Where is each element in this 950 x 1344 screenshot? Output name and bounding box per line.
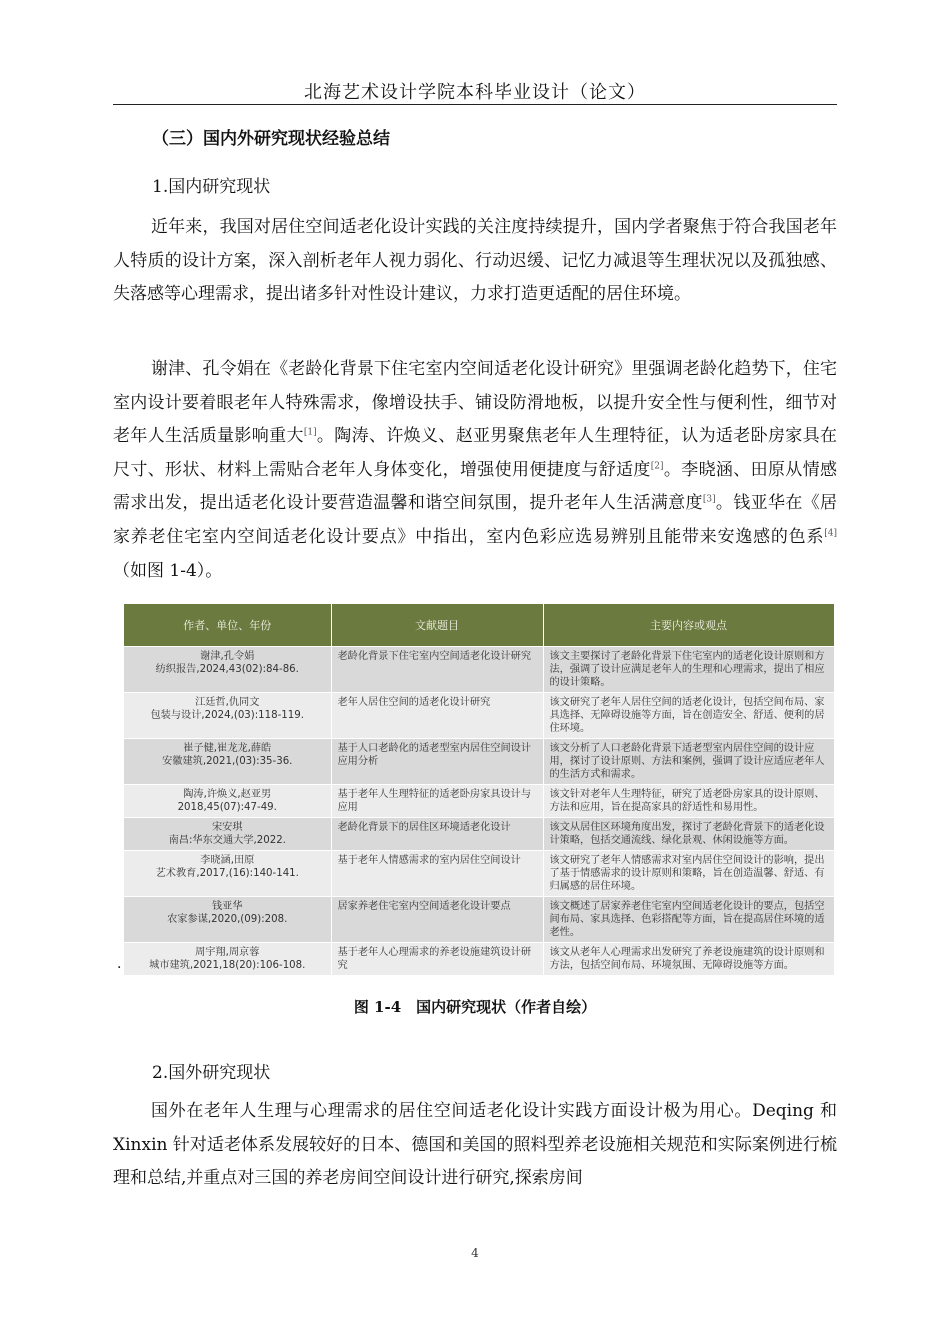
table-row xyxy=(124,647,834,693)
table-row xyxy=(124,739,834,785)
column-header-title: 文献题目 xyxy=(331,604,543,647)
table-row xyxy=(124,851,834,897)
cell-author-source: 城市建筑,2021,18(20):106-108. xyxy=(149,960,306,971)
table-row xyxy=(124,785,834,818)
header-title: 北海艺术设计学院本科毕业设计（论文） xyxy=(304,82,646,103)
cell-content: 该文研究了老年人居住空间的适老化设计，包括空间布局、家具选择、无障碍设施等方面，旨在创造安全、舒适、便利的居住环境。 xyxy=(543,693,834,739)
table-row xyxy=(124,943,834,976)
cell-content: 该文概述了居家养老住宅室内空间适老化设计的要点，包括空间布局、家具选择、色彩搭配等方面，旨在提高居住环境的适老性。 xyxy=(543,897,834,943)
domestic-paragraph-2 xyxy=(113,353,837,588)
cell-author xyxy=(124,647,331,693)
cell-author xyxy=(124,851,331,897)
cell-author-source: 安徽建筑,2021,(03):35-36. xyxy=(162,756,293,767)
foreign-heading: 2.国外研究现状 xyxy=(152,1063,271,1083)
cell-author-source: 南昌:华东交通大学,2022. xyxy=(168,835,286,846)
cell-author xyxy=(124,785,331,818)
cell-author xyxy=(124,897,331,943)
para2-text-c: 。李晓涵、田原从情感需求出发，提出适老化设计要营造温馨和谐空间氛围，提升老年人生活满意度 xyxy=(113,459,838,514)
para2-text-d: 。钱亚华在《居家养老住宅室内空间适老化设计要点》中指出，室内色彩应选易辨别且能带来安逸感的色系 xyxy=(113,493,838,547)
cell-title: 老龄化背景下的居住区环境适老化设计 xyxy=(331,818,543,851)
section-title: （三）国内外研究现状经验总结 xyxy=(152,129,390,149)
foreign-paragraph-1: 国外在老年人生理与心理需求的居住空间适老化设计实践方面设计极为用心。Deqing 和 Xinxin 针对适老体系发展较好的日本、德国和美国的照料型养老设施相关规范和实际案例进行梳理和总结,并重点对三国的养老房间空间设计进行研究,探索房间 xyxy=(113,1101,837,1189)
cell-author-source: 包装与设计,2024,(03):118-119. xyxy=(150,710,304,721)
cell-author-source: 纺织报告,2024,43(02):84-86. xyxy=(155,664,299,675)
cell-title: 基于人口老龄化的适老型室内居住空间设计应用分析 xyxy=(331,739,543,785)
cell-title: 居家养老住宅室内空间适老化设计要点 xyxy=(331,897,543,943)
table-header-row xyxy=(124,604,834,647)
table-row xyxy=(124,897,834,943)
cell-author-names: 崔子健,崔龙龙,薛皓 xyxy=(183,743,272,754)
cell-content: 该文从居住区环境角度出发，探讨了老龄化背景下的适老化设计策略，包括交通流线、绿化景观、休闲设施等方面。 xyxy=(543,818,834,851)
cell-author xyxy=(124,739,331,785)
domestic-heading: 1.国内研究现状 xyxy=(152,177,271,197)
cell-author-names: 宋安琪 xyxy=(211,822,243,833)
cell-author xyxy=(124,943,331,976)
cell-author-names: 周宇翔,周京蓉 xyxy=(195,947,260,958)
cell-author-source: 艺术教育,2017,(16):140-141. xyxy=(155,868,299,879)
cell-author xyxy=(124,818,331,851)
citation-1: [1] xyxy=(303,427,317,438)
cell-title: 老龄化背景下住宅室内空间适老化设计研究 xyxy=(331,647,543,693)
cell-author-names: 谢津,孔令娟 xyxy=(200,651,255,662)
column-header-content: 主要内容或观点 xyxy=(543,604,834,647)
para2-text-e: （如图 1-4）。 xyxy=(113,560,223,581)
cell-author xyxy=(124,693,331,739)
column-header-author: 作者、单位、年份 xyxy=(124,604,331,647)
cell-title: 基于老年人情感需求的室内居住空间设计 xyxy=(331,851,543,897)
header-rule xyxy=(113,104,837,105)
figure-1-4-table xyxy=(124,604,835,975)
cell-content: 该文针对老年人生理特征，研究了适老卧房家具的设计原则、方法和应用，旨在提高家具的舒适性和易用性。 xyxy=(543,785,834,818)
cell-author-names: 李晓涵,田原 xyxy=(200,855,255,866)
cell-author-names: 钱亚华 xyxy=(211,901,243,912)
citation-2: [2] xyxy=(650,461,664,472)
cell-content: 该文主要探讨了老龄化背景下住宅室内的适老化设计原则和方法，强调了设计应满足老年人的生理和心理需求，提出了相应的设计策略。 xyxy=(543,647,834,693)
cell-author-source: 农家参谋,2020,(09):208. xyxy=(167,914,288,925)
citation-3: [3] xyxy=(702,494,716,505)
figure-caption: 图 1-4 国内研究现状（作者自绘） xyxy=(353,998,597,1016)
para2-text-a: 谢津、孔令娟在《老龄化背景下住宅室内空间适老化设计研究》里强调老龄化趋势下，住宅室内设计要着眼老年人特殊需求，像增设扶手、铺设防滑地板，以提升安全性与便利性，细节对老年人生活质量影响重大 xyxy=(113,359,837,447)
table-row xyxy=(124,818,834,851)
domestic-paragraph-1: 近年来，我国对居住空间适老化设计实践的关注度持续提升，国内学者聚焦于符合我国老年人特质的设计方案，深入剖析老年人视力弱化、行动迟缓、记忆力减退等生理状况以及孤独感、失落感等心理需求，提出诸多针对性设计建议，力求打造更适配的居住环境。 xyxy=(113,217,837,305)
cell-content: 该文研究了老年人情感需求对室内居住空间设计的影响，提出了基于情感需求的设计原则和策略，旨在创造温馨、舒适、有归属感的居住环境。 xyxy=(543,851,834,897)
cell-title: 老年人居住空间的适老化设计研究 xyxy=(331,693,543,739)
cell-author-source: 2018,45(07):47-49. xyxy=(177,802,277,813)
cell-content: 该文分析了人口老龄化背景下适老型室内居住空间的设计应用，探讨了设计原则、方法和案例，强调了设计应适应老年人的生活方式和需求。 xyxy=(543,739,834,785)
cell-title: 基于老年人生理特征的适老卧房家具设计与应用 xyxy=(331,785,543,818)
para2-text-b: 。陶涛、许焕义、赵亚男聚焦老年人生理特征，认为适老卧房家具在尺寸、形状、材料上需贴合老年人身体变化，增强使用便捷度与舒适度 xyxy=(113,426,838,480)
cell-author-names: 陶涛,许焕义,赵亚男 xyxy=(183,789,272,800)
citation-4: [4] xyxy=(824,528,837,539)
stray-mark: · xyxy=(117,960,122,976)
cell-title: 基于老年人心理需求的养老设施建筑设计研究 xyxy=(331,943,543,976)
table-body xyxy=(124,647,834,976)
page-number: 4 xyxy=(471,1246,479,1260)
cell-content: 该文从老年人心理需求出发研究了养老设施建筑的设计原则和方法，包括空间布局、环境氛围、无障碍设施等方面。 xyxy=(543,943,834,976)
table-row xyxy=(124,693,834,739)
cell-author-names: 江廷哲,仇同文 xyxy=(195,697,260,708)
